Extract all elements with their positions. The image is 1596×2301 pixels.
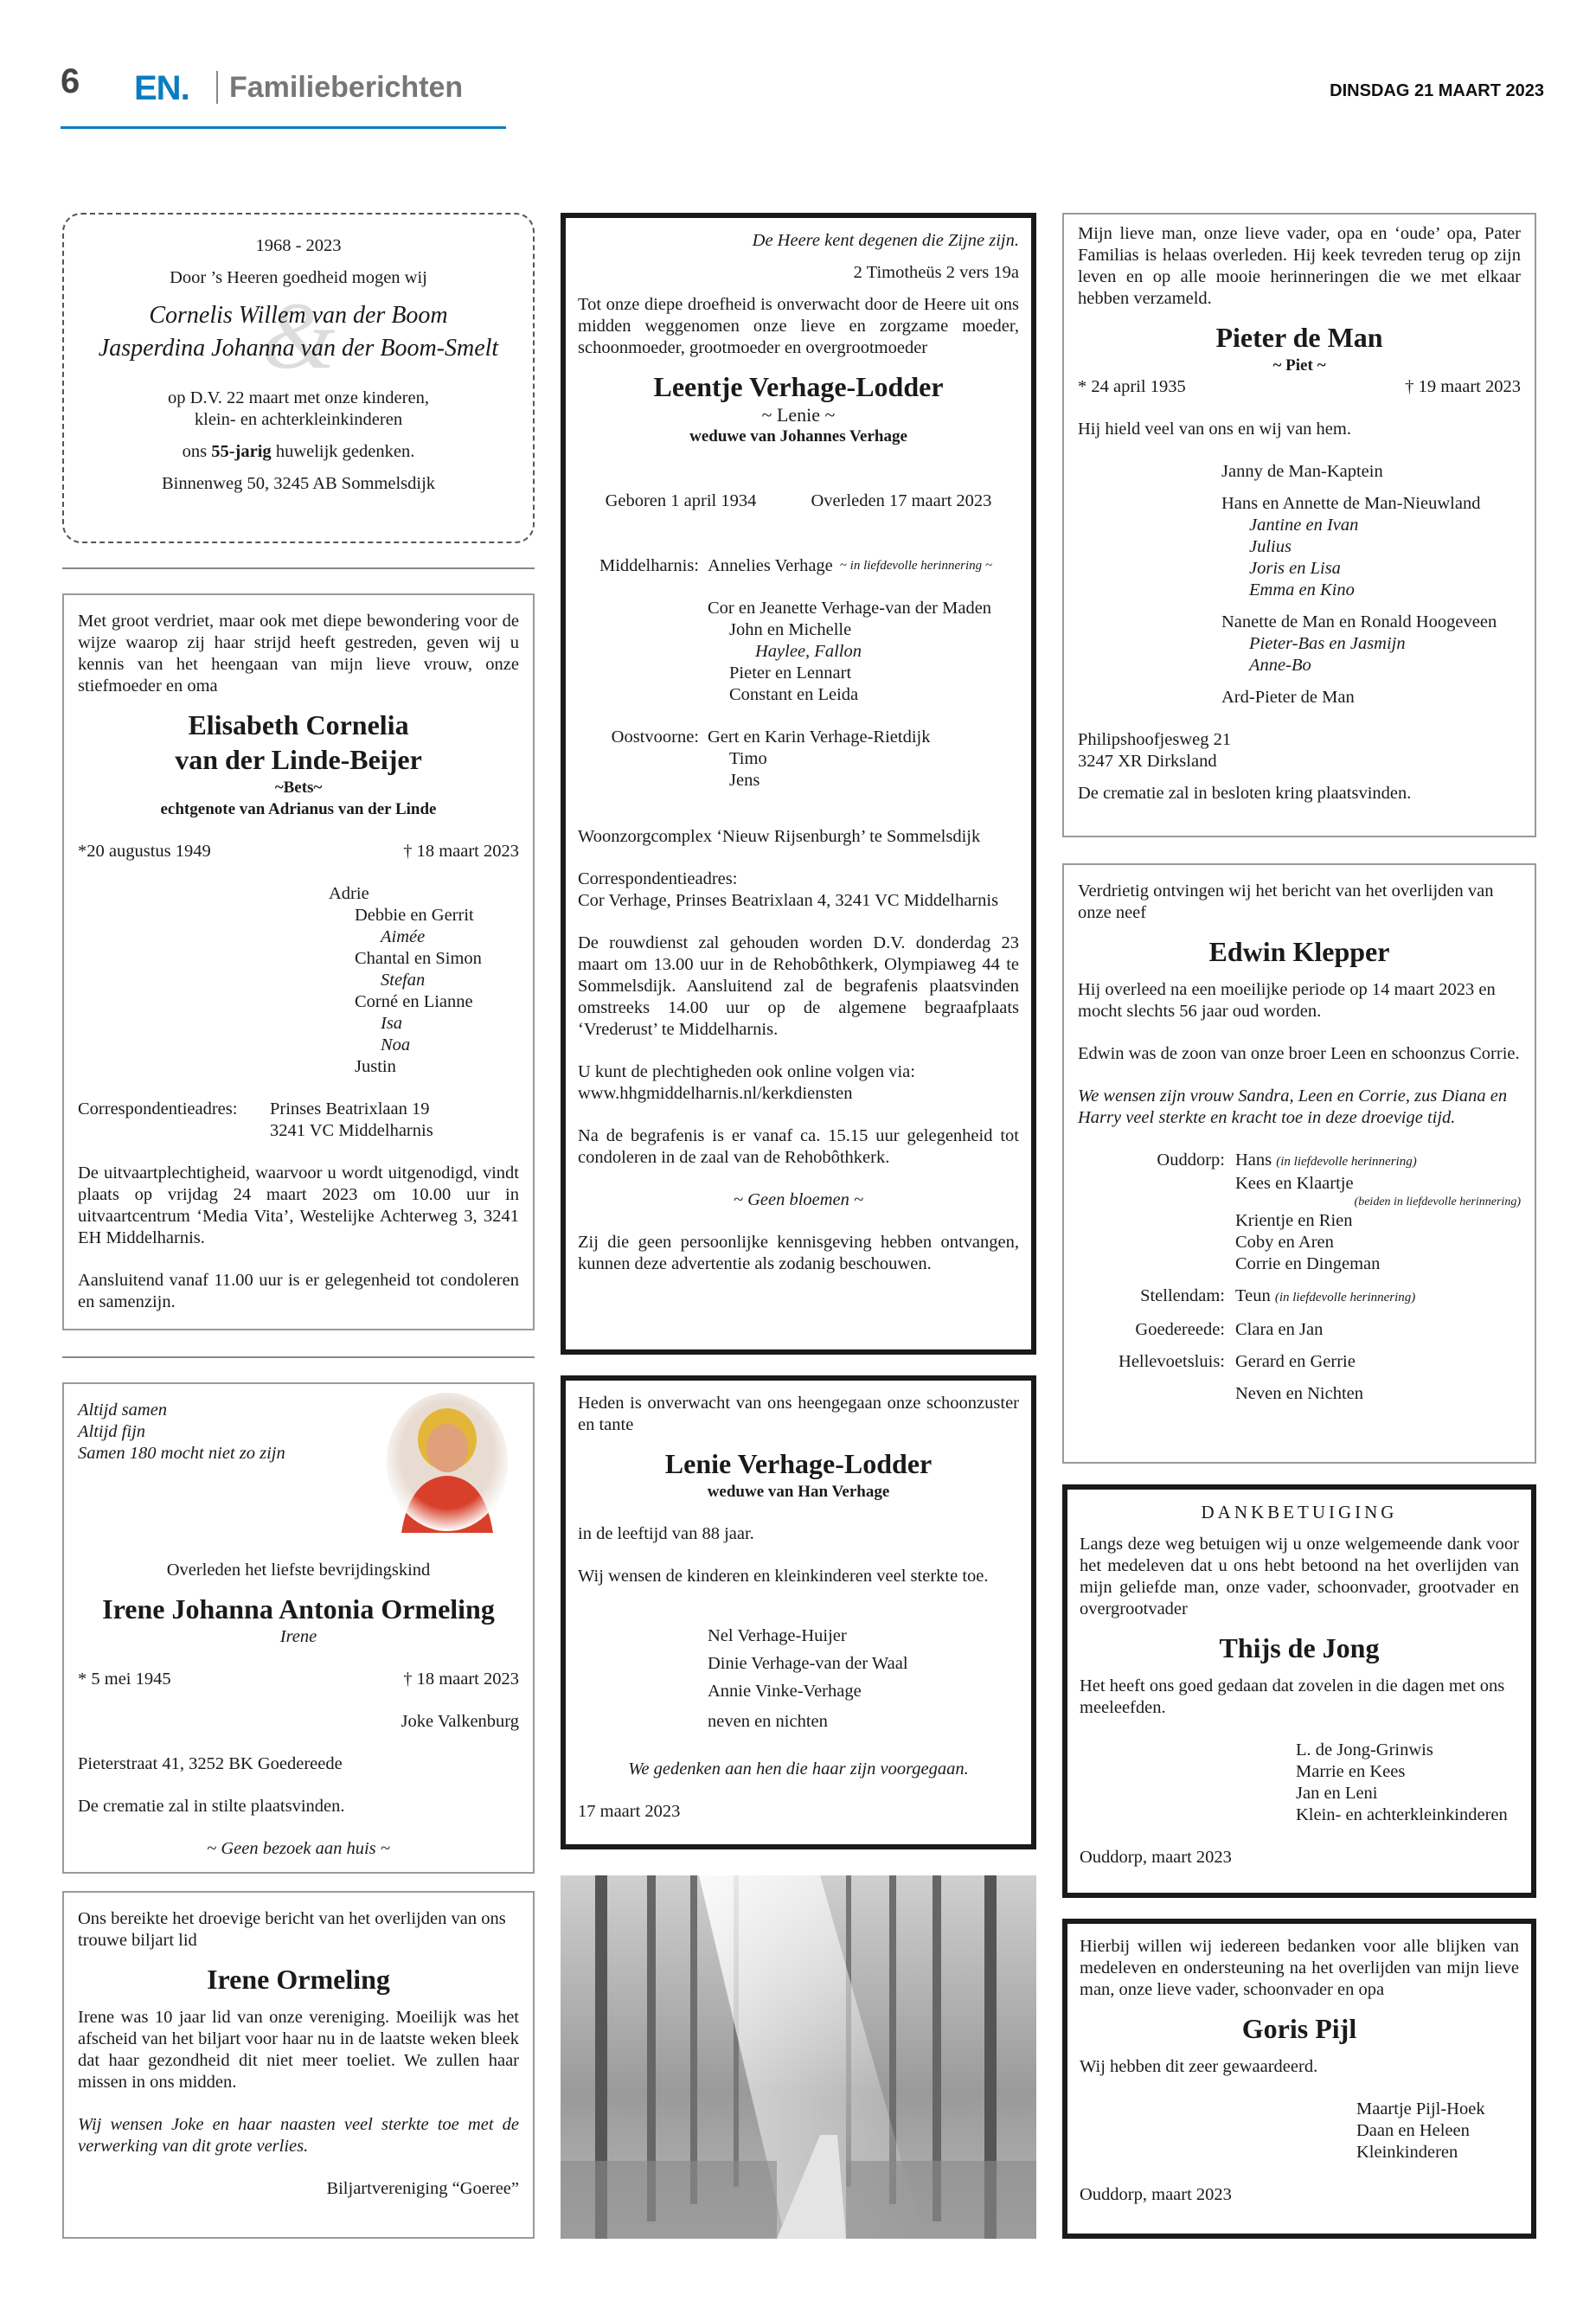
family-member: Janny de Man-Kaptein	[1221, 462, 1383, 481]
online-info: U kunt de plechtigheden ook online volgen via:	[578, 1062, 915, 1081]
memorial-note: ~ in liefdevolle herinnering ~	[839, 559, 992, 573]
dates-row	[78, 841, 519, 862]
birth-date: * 5 mei 1945	[78, 1670, 171, 1689]
memorial-note: (beiden in liefdevolle herinnering)	[1354, 1195, 1521, 1208]
signer: neven en nichten	[708, 1712, 828, 1731]
poem-line: Altijd fijn	[78, 1422, 146, 1441]
text: ons	[182, 442, 212, 461]
ad-elisabeth-van-der-linde	[62, 593, 535, 1330]
family-member: John en Michelle	[729, 620, 852, 639]
ad-wish: We wensen zijn vrouw Sandra, Leen en Corrie, zus Diana en Harry veel sterkte en kracht toe in deze droevige tijd.	[1078, 1086, 1508, 1127]
signer: Marrie en Kees	[1296, 1762, 1406, 1781]
bible-reference: 2 Timotheüs 2 vers 19a	[853, 263, 1019, 282]
dates-row	[1078, 376, 1521, 398]
ad-text: Irene was 10 jaar lid van onze vereniging. Moeilijk was het afscheid van het biljart voor haar nu in de laatste weken bleek dat haar gezondheid dit niet meer toeliet. We zullen haar missen in ons midden.	[78, 2008, 519, 2092]
couple-names	[78, 283, 519, 388]
family-goedereede	[1078, 1319, 1521, 1341]
family-member: Pieter en Lennart	[729, 663, 852, 683]
signer: Maartje Pijl-Hoek	[1356, 2099, 1485, 2118]
place-label: Oostvoorne:	[611, 727, 699, 747]
family-member: Coby en Aren	[1235, 1233, 1334, 1252]
family-member: Cor en Jeanette Verhage-van der Maden	[708, 599, 992, 618]
ad-irene-ormeling	[62, 1382, 535, 1874]
death-date: † 19 maart 2023	[1405, 377, 1521, 396]
ad-edwin-klepper	[1062, 863, 1536, 1464]
spouse-line: weduwe van Han Verhage	[707, 1483, 890, 1501]
signer: Dinie Verhage-van der Waal	[708, 1654, 908, 1673]
ad-text: Edwin was de zoon van onze broer Leen en schoonzus Corrie.	[1078, 1044, 1520, 1063]
newspaper-logo[interactable]: EN.	[134, 69, 189, 107]
column-rule	[62, 567, 535, 569]
place-label: Ouddorp:	[1157, 1150, 1225, 1170]
family-member: Jantine en Ivan	[1249, 516, 1359, 535]
poem-line: Altijd samen	[78, 1400, 168, 1420]
condolence-info: Aansluitend vanaf 11.00 uur is er gelegenheid tot condoleren en samenzijn.	[78, 1271, 519, 1311]
family-member: Krientje en Rien	[1235, 1211, 1353, 1230]
deceased-name: Pieter de Man	[1215, 322, 1383, 353]
nickname: ~ Lenie ~	[761, 404, 836, 426]
family-member: Hans	[1235, 1150, 1272, 1170]
family-member: Anne-Bo	[1249, 656, 1311, 675]
signer: Annie Vinke-Verhage	[708, 1682, 862, 1701]
page-header	[0, 0, 1596, 138]
family-ouddorp	[1078, 1150, 1521, 1275]
ad-anniversary-van-der-boom	[62, 213, 535, 543]
family-member: Stefan	[381, 971, 426, 990]
ad-address: 3247 XR Dirksland	[1078, 752, 1217, 771]
deceased-name: Irene Johanna Antonia Ormeling	[102, 1593, 495, 1625]
ad-text: Hij hield veel van ons en wij van hem.	[1078, 420, 1351, 439]
family-member: Corrie en Dingeman	[1235, 1254, 1381, 1273]
ad-text: Het heeft ons goed gedaan dat zovelen in die dagen met ons meeleefden.	[1080, 1676, 1505, 1717]
dates-row	[578, 490, 1019, 512]
closing-line: We gedenken aan hen die haar zijn voorgegaan.	[628, 1759, 969, 1779]
spouse-line: echtgenote van Adrianus van der Linde	[160, 800, 437, 818]
age-line: in de leeftijd van 88 jaar.	[578, 1524, 754, 1543]
birth-date: * 24 april 1935	[1078, 377, 1186, 396]
page-number: 6	[61, 62, 80, 100]
deceased-name: Edwin Klepper	[1208, 936, 1390, 967]
deceased-name: Elisabeth Cornelia	[188, 709, 409, 740]
family-member: Constant en Leida	[729, 685, 859, 704]
ad-intro: Mijn lieve man, onze lieve vader, opa en ‘oude’ opa, Pater Familias is helaas overleden. Hij keek tevreden terug op zijn leven en op alle mooie herinneringen die we met elkaar hebben verzameld.	[1078, 224, 1521, 308]
anniversary-line	[78, 441, 519, 463]
family-member: Adrie	[329, 884, 369, 903]
family-member: Aimée	[381, 927, 426, 946]
ad-wish: Wij wensen Joke en haar naasten veel sterkte toe met de verwerking van dit grote verlies.	[78, 2115, 519, 2156]
section-title: Familieberichten	[229, 71, 464, 104]
bible-verse: De Heere kent degenen die Zijne zijn.	[752, 231, 1019, 250]
ad-goris-pijl	[1062, 1919, 1536, 2239]
death-date: † 18 maart 2023	[403, 1670, 519, 1689]
ampersand-decoration: &	[261, 283, 336, 388]
cremation-info: De crematie zal in besloten kring plaatsvinden.	[1078, 784, 1412, 803]
deceased-name: Leentje Verhage-Lodder	[653, 371, 944, 402]
ad-place-date: Ouddorp, maart 2023	[1080, 2185, 1232, 2204]
family-member: Hans en Annette de Man-Nieuwland	[1221, 494, 1481, 513]
family-member: Gerard en Gerrie	[1235, 1352, 1356, 1371]
ad-line: klein- en achterkleinkinderen	[194, 410, 403, 429]
family-member: Annelies Verhage	[708, 556, 833, 575]
funeral-info: De uitvaartplechtigheid, waarvoor u wordt uitgenodigd, vindt plaats op vrijdag 24 maart 2023 om 10.00 uur in uitvaartcentrum ‘Media Vita’, Westelijke Achterweg 3, 3241 EH Middelharnis.	[78, 1163, 519, 1247]
correspondence-line: Prinses Beatrixlaan 19	[270, 1099, 430, 1118]
funeral-info: De rouwdienst zal gehouden worden D.V. donderdag 23 maart om 13.00 uur in de Rehobôthkerk, Olympiaweg 44 te Sommelsdijk. Aansluitend zal de begrafenis plaatsvinden omstreeks 14.00 uur op de algemene begraafplaats ‘Vrederust’ te Middelharnis.	[578, 933, 1019, 1039]
ad-wish: Wij wensen de kinderen en kleinkinderen veel sterkte toe.	[578, 1567, 989, 1586]
family-member: Corné en Lianne	[355, 992, 473, 1011]
ad-intro: Overleden het liefste bevrijdingskind	[166, 1561, 431, 1580]
death-date: † 18 maart 2023	[403, 842, 519, 861]
signer: Biljartvereniging “Goeree”	[326, 2179, 519, 2198]
header-rule	[61, 126, 506, 129]
ad-lenie-verhage-lodder	[561, 1375, 1036, 1849]
correspondence-line: 3241 VC Middelharnis	[270, 1121, 433, 1140]
ad-text: Wij hebben dit zeer gewaardeerd.	[1080, 2057, 1318, 2076]
family-hellevoetsluis	[1078, 1351, 1521, 1373]
ad-years: 1968 - 2023	[255, 236, 342, 255]
signer: Kleinkinderen	[1356, 2143, 1458, 2162]
memorial-note: (in liefdevolle herinnering)	[1276, 1155, 1417, 1169]
family-member: Teun	[1235, 1286, 1271, 1305]
dates-row	[78, 1669, 519, 1690]
name-husband: Cornelis Willem van der Boom	[149, 302, 448, 329]
family-stellendam	[1078, 1285, 1521, 1309]
ad-intro: Hierbij willen wij iedereen bedanken voor alle blijken van medeleven en ondersteuning na het overlijden van mijn lieve man, onze lieve vader, schoonvader en opa	[1080, 1937, 1519, 1999]
ad-date: 17 maart 2023	[578, 1802, 681, 1821]
signer: Klein- en achterkleinkinderen	[1296, 1805, 1508, 1824]
ad-address: Pieterstraat 41, 3252 BK Goedereede	[78, 1754, 343, 1773]
closing-line: ~ Geen bloemen ~	[733, 1190, 864, 1209]
family-member: Julius	[1249, 537, 1292, 556]
anniversary-years: 55-jarig	[211, 442, 272, 461]
place-label: Middelharnis:	[599, 556, 699, 575]
cremation-info: De crematie zal in stilte plaatsvinden.	[78, 1797, 345, 1816]
forest-path-image	[561, 1875, 1036, 2239]
family-middelharnis	[578, 555, 1019, 577]
ad-intro: Ons bereikte het droevige bericht van het overlijden van ons trouwe biljart lid	[78, 1909, 506, 1950]
spouse-line: weduwe van Johannes Verhage	[689, 427, 907, 445]
family-member: Kees en Klaartje	[1235, 1174, 1354, 1193]
family-member: Noa	[381, 1035, 411, 1054]
ad-line: op D.V. 22 maart met onze kinderen,	[168, 388, 429, 407]
signer: Nel Verhage-Huijer	[708, 1626, 847, 1645]
nickname: ~ Piet ~	[1272, 356, 1326, 375]
name-wife: Jasperdina Johanna van der Boom-Smelt	[98, 335, 499, 362]
birth-date: *20 augustus 1949	[78, 842, 211, 861]
family-member: Gert en Karin Verhage-Rietdijk	[708, 727, 931, 747]
ad-pieter-de-man	[1062, 213, 1536, 837]
signer: L. de Jong-Grinwis	[1296, 1740, 1433, 1759]
death-date: Overleden 17 maart 2023	[811, 491, 992, 510]
poem-line: Samen 180 mocht niet zo zijn	[78, 1444, 285, 1463]
deceased-name: Irene Ormeling	[207, 1964, 390, 1995]
correspondence-label: Correspondentieadres:	[578, 869, 738, 888]
ad-place-date: Ouddorp, maart 2023	[1080, 1848, 1232, 1867]
ad-intro: Langs deze weg betuigen wij u onze welgemeende dank voor het medeleven dat u ons hebt betoond na het overlijden van mijn geliefde man, onze vader, schoonvader, grootvader en overgrootvader	[1080, 1535, 1519, 1618]
ad-leentje-verhage-lodder	[561, 213, 1036, 1355]
family-member: Isa	[381, 1014, 403, 1033]
ad-title: DANKBETUIGING	[1201, 1502, 1398, 1522]
signer: Joke Valkenburg	[401, 1712, 519, 1731]
family-oostvoorne	[578, 727, 1019, 748]
memorial-note: (in liefdevolle herinnering)	[1274, 1291, 1416, 1304]
ad-text: Hij overleed na een moeilijke periode op 14 maart 2023 en mocht slechts 56 jaar oud worden.	[1078, 980, 1496, 1021]
nickname: ~Bets~	[274, 779, 323, 797]
column-rule	[62, 1356, 535, 1358]
text: huwelijk gedenken.	[271, 442, 415, 461]
deceased-name: Thijs de Jong	[1219, 1632, 1380, 1663]
family-member: Pieter-Bas en Jasmijn	[1249, 634, 1406, 653]
signer: Daan en Heleen	[1356, 2121, 1470, 2140]
family-member: Nanette de Man en Ronald Hoogeveen	[1221, 612, 1497, 631]
family-member: Debbie en Gerrit	[355, 906, 474, 925]
condolence-info: Na de begrafenis is er vanaf ca. 15.15 uur gelegenheid tot condoleren in de zaal van de Rehobôthkerk.	[578, 1126, 1019, 1167]
place-label: Stellendam:	[1140, 1286, 1225, 1305]
ad-address: Philipshoofjesweg 21	[1078, 730, 1232, 749]
family-list	[78, 883, 519, 1078]
family-member: Emma en Kino	[1249, 580, 1355, 599]
family-member: Clara en Jan	[1235, 1320, 1324, 1339]
ad-intro: Tot onze diepe droefheid is onverwacht door de Heere uit ons midden weggenomen onze lieve en zorgzame moeder, schoonmoeder, grootmoeder en overgrootmoeder	[578, 295, 1019, 357]
family-member: Ard-Pieter de Man	[1221, 688, 1355, 707]
ad-intro: Door ’s Heeren goedheid mogen wij	[170, 268, 427, 287]
closing-line: ~ Geen bezoek aan huis ~	[207, 1839, 390, 1858]
correspondence	[78, 1099, 519, 1142]
family-member: Justin	[355, 1057, 396, 1076]
signer: Jan en Leni	[1296, 1784, 1378, 1803]
header-separator	[216, 71, 218, 104]
family-member: Neven en Nichten	[1235, 1384, 1363, 1403]
ad-irene-ormeling-biljart	[62, 1891, 535, 2239]
correspondence-label: Correspondentieadres:	[78, 1099, 238, 1118]
notice-line: Zij die geen persoonlijke kennisgeving hebben ontvangen, kunnen deze advertentie als zodanig beschouwen.	[578, 1233, 1019, 1273]
ad-intro: Met groot verdriet, maar ook met diepe bewondering voor de wijze waarop zij haar strijd heeft gestreden, geven wij u kennis van het heengaan van mijn lieve vrouw, onze stiefmoeder en oma	[78, 612, 519, 695]
livestream-link[interactable]: www.hhgmiddelharnis.nl/kerkdiensten	[578, 1084, 853, 1103]
portrait-photo	[384, 1391, 510, 1533]
nickname: Irene	[279, 1627, 317, 1646]
family-member: Joris en Lisa	[1249, 559, 1341, 578]
deceased-name: Goris Pijl	[1241, 2013, 1357, 2044]
ad-thijs-de-jong	[1062, 1484, 1536, 1898]
family-member: Chantal en Simon	[355, 949, 482, 968]
family-member: Haylee, Fallon	[755, 642, 862, 661]
ad-intro: Verdrietig ontvingen wij het bericht van het overlijden van onze neef	[1078, 881, 1494, 922]
place-label: Goedereede:	[1135, 1320, 1225, 1339]
family-member: Timo	[729, 749, 767, 768]
family-member: Jens	[729, 771, 760, 790]
deceased-name: Lenie Verhage-Lodder	[664, 1448, 933, 1479]
deceased-name: van der Linde-Beijer	[175, 744, 422, 775]
correspondence-address: Cor Verhage, Prinses Beatrixlaan 4, 3241 VC Middelharnis	[578, 891, 999, 910]
place-label: Hellevoetsluis:	[1118, 1352, 1225, 1371]
care-home: Woonzorgcomplex ‘Nieuw Rijsenburgh’ te Sommelsdijk	[578, 827, 981, 846]
ad-address: Binnenweg 50, 3245 AB Sommelsdijk	[161, 474, 436, 493]
issue-date: DINSDAG 21 MAART 2023	[1330, 81, 1544, 100]
ad-intro: Heden is onverwacht van ons heengegaan onze schoonzuster en tante	[578, 1394, 1019, 1434]
birth-date: Geboren 1 april 1934	[605, 491, 757, 510]
